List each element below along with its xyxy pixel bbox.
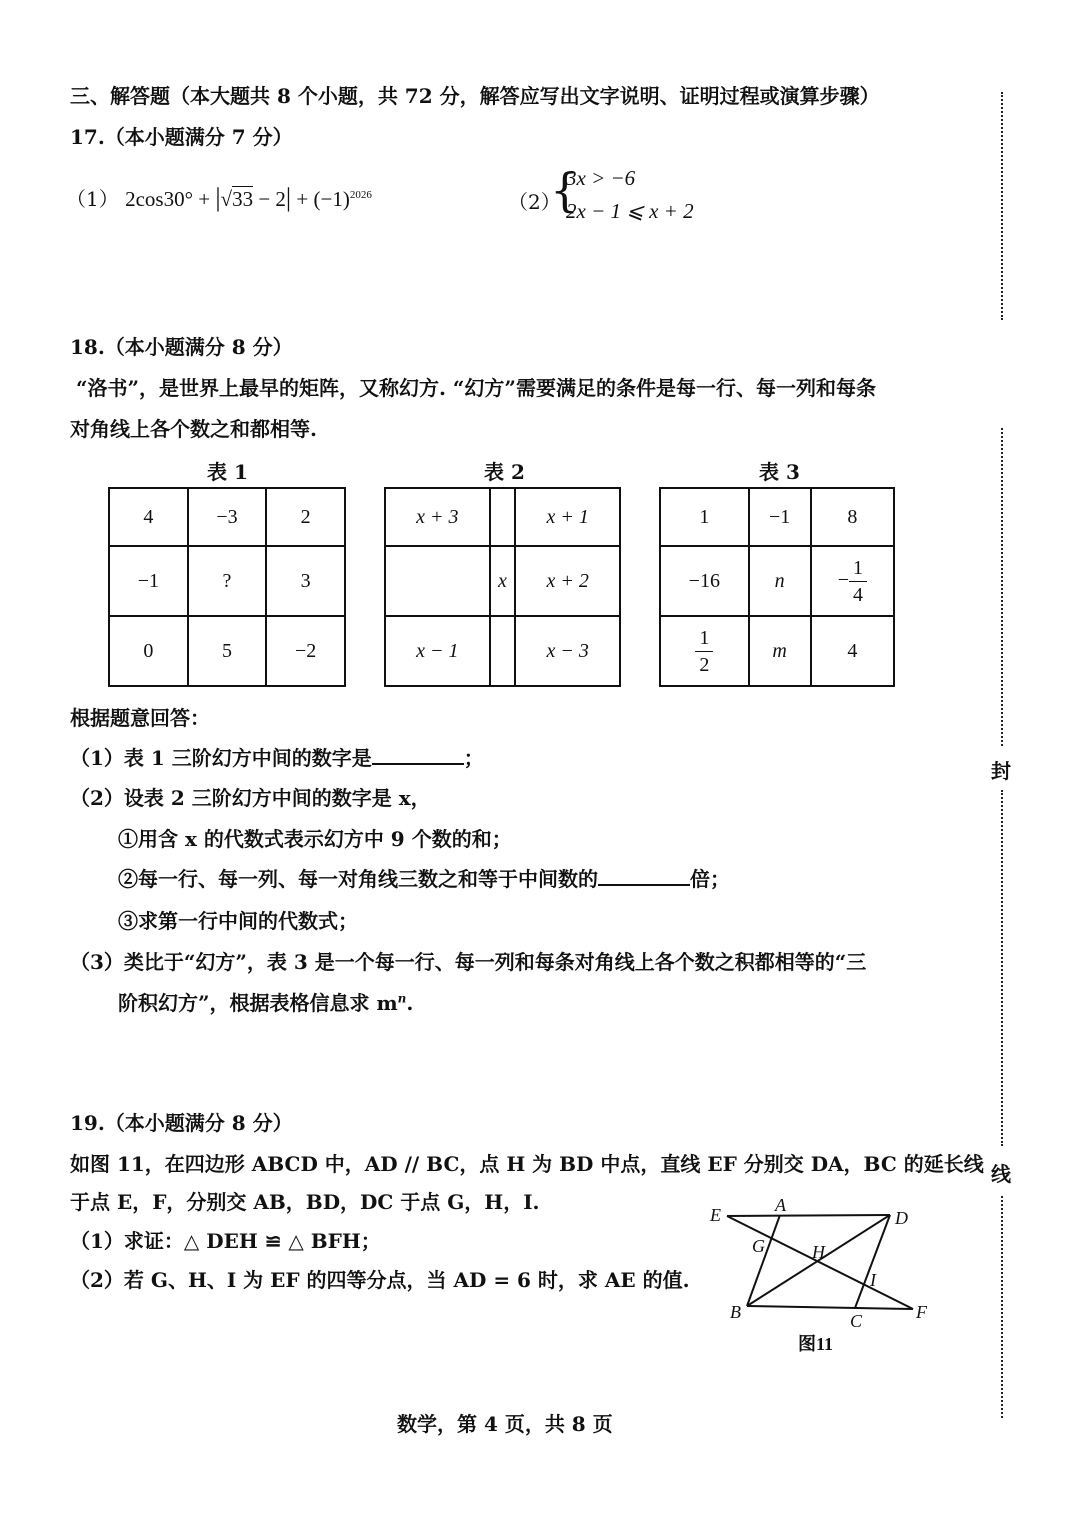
q18-part1 <box>70 742 484 771</box>
point-label: A <box>775 1196 786 1215</box>
point-label: G <box>752 1236 765 1256</box>
point-label: I <box>870 1270 876 1290</box>
binding-dashed-line <box>1001 428 1003 746</box>
table2-cell: x + 1 <box>515 488 620 546</box>
binding-dashed-line <box>1001 790 1003 1146</box>
fraction <box>849 558 867 605</box>
fraction-denominator: 2 <box>699 653 710 676</box>
table2-cell: x + 3 <box>385 488 490 546</box>
margin-line-char: 线 <box>991 1162 1011 1186</box>
q17-abs-rest: − 2 <box>253 187 286 211</box>
q17-system-line1: 3x > −6 <box>566 166 636 190</box>
q18-part2: （2）设表 2 三阶幻方中间的数字是 x， <box>70 786 431 810</box>
product-magic-square-table-3 <box>659 487 895 687</box>
q18-part3-line2 <box>118 987 413 1016</box>
q18-part2-sub1: ①用含 x 的代数式表示幻方中 9 个数的和； <box>118 827 512 851</box>
point-label: H <box>812 1242 825 1262</box>
q18-part3-exponent: n <box>397 991 407 1006</box>
answer-blank[interactable] <box>372 763 464 765</box>
table1-cell: −1 <box>109 546 188 616</box>
table1-cell: ? <box>188 546 267 616</box>
sqrt-icon: √ <box>220 187 233 211</box>
table1-cell: 4 <box>109 488 188 546</box>
binding-dashed-line <box>1001 1196 1003 1418</box>
table1-cell: −2 <box>266 616 345 686</box>
table3-cell-fraction <box>660 616 749 686</box>
table1-cell: −3 <box>188 488 267 546</box>
fraction <box>695 628 713 675</box>
fraction-sign: − <box>837 568 849 591</box>
q19-title: 19.（本小题满分 8 分） <box>70 1111 293 1135</box>
table2-cell <box>385 546 490 616</box>
q18-part2-sub2-text: ②每一行、每一列、每一对角线三数之和等于中间数的 <box>118 867 598 891</box>
q18-answer-intro: 根据题意回答： <box>70 706 210 730</box>
binding-dashed-line <box>1001 92 1003 320</box>
q17-radicand: 33 <box>232 187 254 211</box>
q18-part2-sub3: ③求第一行中间的代数式； <box>118 909 358 933</box>
q19-line2: 于点 E，F，分别交 AB，BD，DC 于点 G，H，I. <box>70 1190 540 1214</box>
table2-cell: x <box>490 546 516 616</box>
q17-title: 17.（本小题满分 7 分） <box>70 125 293 149</box>
q19-part1: （1）求证：△ DEH ≌ △ BFH； <box>70 1229 381 1253</box>
q17-expr-main: 2cos30° + <box>125 187 216 211</box>
table3-cell: −16 <box>660 546 749 616</box>
table3-cell: 1 <box>660 488 749 546</box>
magic-square-table-2 <box>384 487 621 687</box>
section-heading: 三、解答题（本大题共 8 个小题，共 72 分，解答应写出文字说明、证明过程或演算步骤） <box>70 84 880 108</box>
q17-system-line2: 2x − 1 ⩽ x + 2 <box>566 199 694 223</box>
q18-part3-text: 阶积幻方”，根据表格信息求 m <box>118 991 398 1015</box>
table1-cell: 0 <box>109 616 188 686</box>
answer-blank[interactable] <box>598 884 690 886</box>
q18-intro-line2: 对角线上各个数之和都相等. <box>70 417 317 441</box>
q19-line1: 如图 11，在四边形 ABCD 中，AD // BC，点 H 为 BD 中点，直线 EF 分别交 DA，BC 的延长线 <box>70 1152 984 1176</box>
fraction-numerator: 1 <box>849 558 867 582</box>
q17-part2-label: （2） <box>508 190 561 214</box>
point-label: F <box>916 1302 927 1322</box>
table3-caption: 表 3 <box>759 460 800 484</box>
geometry-figure-11 <box>700 1196 940 1360</box>
table2-caption: 表 2 <box>484 460 525 484</box>
table3-cell: 8 <box>811 488 894 546</box>
table1-caption: 表 1 <box>207 460 248 484</box>
q18-part3-end: . <box>406 991 414 1015</box>
table2-cell: x − 3 <box>515 616 620 686</box>
line-ED <box>727 1215 890 1216</box>
table2-cell: x − 1 <box>385 616 490 686</box>
table3-cell-fraction <box>811 546 894 616</box>
fraction-numerator: 1 <box>695 628 713 652</box>
point-label: C <box>850 1311 863 1331</box>
q18-part2-sub2-end: 倍； <box>690 867 730 891</box>
table2-cell <box>490 488 516 546</box>
q18-intro-line1: “洛书”，是世界上最早的矩阵，又称幻方. “幻方”需要满足的条件是每一行、每一列和每条 <box>76 376 876 400</box>
fraction-denominator: 4 <box>852 583 863 606</box>
table2-cell <box>490 616 516 686</box>
table1-cell: 3 <box>266 546 345 616</box>
point-label: E <box>710 1205 721 1225</box>
q17-exponent: 2026 <box>349 189 372 201</box>
magic-square-table-1 <box>108 487 346 687</box>
figure-caption: 图11 <box>798 1334 834 1354</box>
point-label: B <box>730 1302 741 1322</box>
q17-part1-label: （1） <box>66 187 119 211</box>
line-BF <box>747 1306 913 1309</box>
q18-part1-end: ； <box>463 746 484 770</box>
page-footer: 数学，第 4 页，共 8 页 <box>397 1412 613 1436</box>
q17-tail: + (−1) <box>291 187 350 211</box>
table3-cell: 4 <box>811 616 894 686</box>
table3-cell: n <box>749 546 811 616</box>
margin-seal-char: 封 <box>991 759 1011 783</box>
q18-part2-sub2 <box>118 863 730 892</box>
brace-icon: { <box>550 163 580 217</box>
q17-part1-expression: $2\cos 30^\circ + |√33 - 2| + (-1)^{2026}$ <box>125 183 372 212</box>
table3-cell: m <box>749 616 811 686</box>
table3-cell: −1 <box>749 488 811 546</box>
table2-cell: x + 2 <box>515 546 620 616</box>
q19-part2: （2）若 G、H、I 为 EF 的四等分点，当 AD = 6 时，求 AE 的值. <box>70 1268 690 1292</box>
q17-part1 <box>66 183 372 213</box>
q18-title: 18.（本小题满分 8 分） <box>70 335 293 359</box>
q18-part3-line1: （3）类比于“幻方”，表 3 是一个每一行、每一列和每条对角线上各个数之积都相等的“三 <box>70 950 867 974</box>
table1-cell: 2 <box>266 488 345 546</box>
point-label: D <box>895 1208 908 1228</box>
q18-part1-text: （1）表 1 三阶幻方中间的数字是 <box>70 746 372 770</box>
table1-cell: 5 <box>188 616 267 686</box>
